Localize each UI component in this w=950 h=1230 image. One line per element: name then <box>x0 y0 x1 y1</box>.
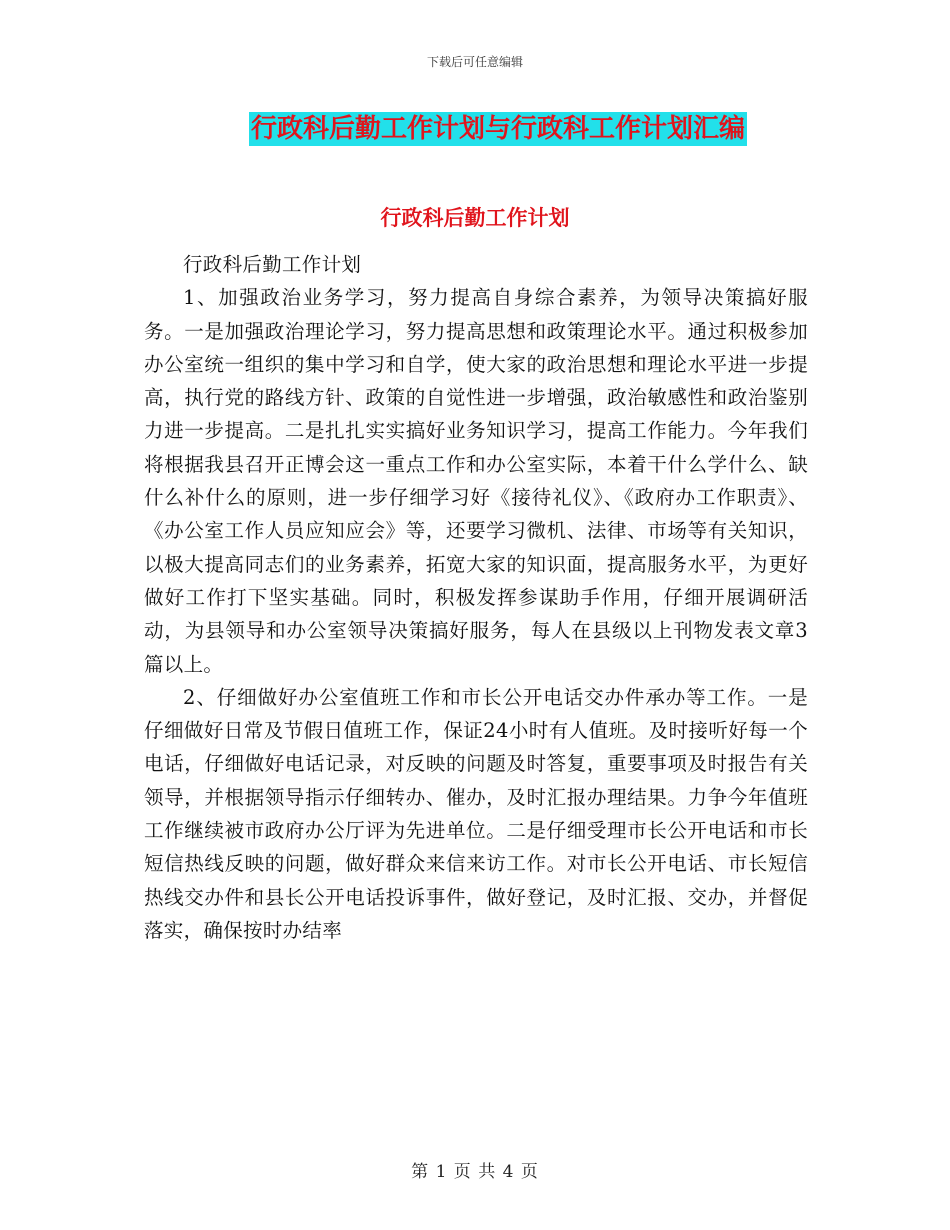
header-note: 下载后可任意编辑 <box>426 55 523 69</box>
document-title-container <box>0 112 950 146</box>
paragraph: 1、加强政治业务学习，努力提高自身综合素养，为领导决策搞好服务。一是加强政治理论学习，努力提高思想和政策理论水平。通过积极参加办公室统一组织的集中学习和自学，使大家的政治思想和理论水平进一步提高，执行党的路线方针、政策的自觉性进一步增强，政治敏感性和政治鉴别力进一步提高。二是扎扎实实搞好业务知识学习，提高工作能力。今年我们将根据我县召开正博会这一重点工作和办公室实际，本着干什么学什么、缺什么补什么的原则，进一步仔细学习好《接待礼仪》、《政府办工作职责》、《办公室工作人员应知应会》等，还要学习微机、法律、市场等有关知识，以极大提高同志们的业务素养，拓宽大家的知识面，提高服务水平，为更好做好工作打下坚实基础。同时，积极发挥参谋助手作用，仔细开展调研活动，为县领导和办公室领导决策搞好服务，每人在县级以上刊物发表文章3篇以上。 <box>144 286 808 676</box>
document-body <box>144 248 808 947</box>
section-title: 行政科后勤工作计划 <box>380 206 570 230</box>
document-title: 行政科后勤工作计划与行政科工作计划汇编 <box>250 114 745 144</box>
paragraph: 2、仔细做好办公室值班工作和市长公开电话交办件承办等工作。一是仔细做好日常及节假日值班工作，保证24小时有人值班。及时接听好每一个电话，仔细做好电话记录，对反映的问题及时答复，重要事项及时报告有关领导，并根据领导指示仔细转办、催办，及时汇报办理结果。力争今年值班工作继续被市政府办公厅评为先进单位。二是仔细受理市长公开电话和市长短信热线反映的问题，做好群众来信来访工作。对市长公开电话、市长短信热线交办件和县长公开电话投诉事件，做好登记，及时汇报、交办，并督促落实，确保按时办结率 <box>144 685 808 942</box>
paragraph-heading: 行政科后勤工作计划 <box>183 253 362 276</box>
page-number-footer: 第 1 页 共 4 页 <box>411 1162 539 1182</box>
